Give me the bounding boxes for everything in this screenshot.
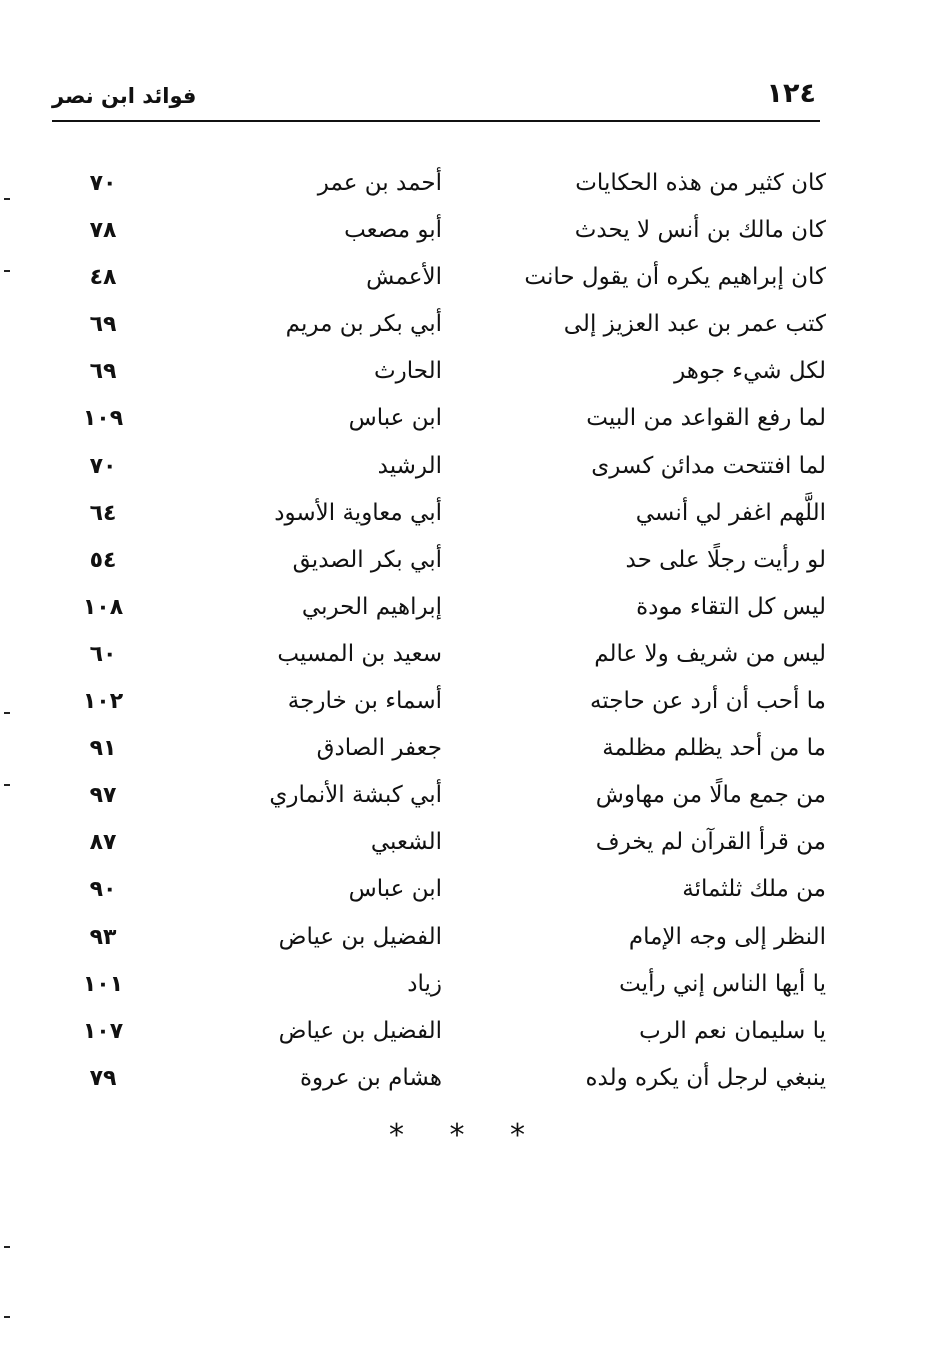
- hadith-phrase: ليس كل التقاء مودة: [636, 593, 826, 620]
- page-reference: ٦٤: [89, 500, 117, 526]
- narrator-name: أسماء بن خارجة: [287, 688, 442, 715]
- narrator-name: أبو مصعب: [344, 217, 442, 244]
- page-reference: ١٠١: [82, 971, 124, 997]
- page-reference: ٧٠: [89, 453, 117, 479]
- index-row: [0, 207, 932, 254]
- page-reference: ٧٠: [89, 171, 117, 196]
- margin-mark: [4, 712, 10, 714]
- page-reference: ٦٩: [89, 359, 117, 385]
- narrator-name: الحارث: [373, 358, 442, 385]
- page-reference: ٩٧: [89, 783, 117, 809]
- page-reference: ٥٤: [89, 547, 117, 573]
- margin-mark: [4, 270, 10, 272]
- page-number: ١٢٤: [766, 78, 816, 109]
- page-reference: ٩١: [89, 736, 117, 762]
- narrator-name: زياد: [407, 970, 442, 997]
- page-reference: ١٠٨: [82, 594, 124, 620]
- page-reference: ١٠٧: [82, 1018, 124, 1044]
- page-reference: ٧٩: [89, 1065, 117, 1091]
- hadith-phrase: يا أيها الناس إني رأيت: [619, 970, 826, 997]
- narrator-name: الشعبي: [370, 829, 442, 856]
- hadith-phrase: كتب عمر بن عبد العزيز إلى: [563, 311, 826, 338]
- index-row: [0, 584, 932, 631]
- page-reference: ٩٣: [89, 924, 117, 950]
- narrator-name: أبي كبشة الأنماري: [269, 782, 442, 809]
- index-row: [0, 160, 932, 207]
- narrator-name: سعيد بن المسيب: [277, 640, 442, 667]
- narrator-name: الأعمش: [366, 264, 442, 291]
- page-reference: ٨٧: [89, 830, 117, 856]
- narrator-name: ابن عباس: [348, 876, 442, 903]
- hadith-phrase: لما رفع القواعد من البيت: [586, 405, 826, 432]
- narrator-name: أبي معاوية الأسود: [274, 499, 442, 526]
- hadith-phrase: لما افتتحت مدائن كسرى: [591, 452, 826, 479]
- index-row: [0, 348, 932, 395]
- hadith-phrase: يا سليمان نعم الرب: [639, 1017, 826, 1044]
- narrator-name: الرشيد: [377, 452, 442, 479]
- hadith-phrase: ما أحب أن أرد عن حاجته: [589, 688, 826, 715]
- margin-mark: [4, 198, 10, 200]
- hadith-phrase: اللَّهم اغفر لي أنسي: [635, 499, 826, 526]
- index-row: [0, 537, 932, 584]
- index-row: [0, 301, 932, 348]
- hadith-phrase: كان كثير من هذه الحكايات: [575, 170, 826, 196]
- hadith-phrase: ينبغي لرجل أن يكره ولده: [585, 1064, 826, 1091]
- narrator-name: إبراهيم الحربي: [301, 593, 442, 620]
- page-reference: ٧٨: [89, 218, 117, 244]
- narrator-name: هشام بن عروة: [300, 1064, 442, 1091]
- section-separator: * * *: [388, 1118, 544, 1153]
- index-row: [0, 490, 932, 537]
- narrator-name: أبي بكر الصديق: [292, 546, 442, 573]
- index-row: [0, 1008, 932, 1055]
- page-header: [52, 78, 820, 122]
- page-reference: ٦٩: [89, 312, 117, 338]
- narrator-name: الفضيل بن عياض: [278, 1017, 442, 1044]
- page-reference: ٦٠: [89, 641, 117, 667]
- page-reference: ٩٠: [89, 877, 117, 903]
- page-reference: ١٠٩: [82, 406, 124, 432]
- index-row: [0, 772, 932, 819]
- index-row: [0, 725, 932, 772]
- hadith-phrase: النظر إلى وجه الإمام: [628, 923, 826, 950]
- narrator-name: أحمد بن عمر: [317, 170, 442, 196]
- index-row: [0, 819, 932, 866]
- margin-mark: [4, 1246, 10, 1248]
- page-reference: ٤٨: [89, 265, 117, 291]
- hadith-phrase: لو رأيت رجلًا على حد: [625, 546, 826, 573]
- index-list: [0, 160, 932, 1102]
- hadith-phrase: لكل شيء جوهر: [674, 358, 826, 385]
- hadith-phrase: ما من أحد يظلم مظلمة: [602, 735, 826, 762]
- margin-mark: [4, 784, 10, 786]
- hadith-phrase: ليس من شريف ولا عالم: [594, 640, 826, 667]
- hadith-phrase: من جمع مالًا من مهاوش: [595, 782, 826, 809]
- index-row: [0, 254, 932, 301]
- index-row: [0, 631, 932, 678]
- index-row: [0, 961, 932, 1008]
- index-row: [0, 866, 932, 913]
- page-reference: ١٠٢: [82, 689, 124, 715]
- index-row: [0, 395, 932, 442]
- narrator-name: ابن عباس: [348, 405, 442, 432]
- narrator-name: الفضيل بن عياض: [278, 923, 442, 950]
- index-row: [0, 914, 932, 961]
- hadith-phrase: من ملك ثلثمائة: [682, 876, 826, 903]
- hadith-phrase: من قرأ القرآن لم يخرف: [595, 829, 826, 856]
- book-title: فوائد ابن نصر: [52, 84, 197, 108]
- narrator-name: جعفر الصادق: [316, 735, 442, 762]
- margin-mark: [4, 1316, 10, 1318]
- hadith-phrase: كان إبراهيم يكره أن يقول حانت: [524, 264, 826, 291]
- index-row: [0, 443, 932, 490]
- hadith-phrase: كان مالك بن أنس لا يحدث: [574, 217, 826, 244]
- narrator-name: أبي بكر بن مريم: [285, 311, 442, 338]
- index-row: [0, 678, 932, 725]
- index-row: [0, 1055, 932, 1102]
